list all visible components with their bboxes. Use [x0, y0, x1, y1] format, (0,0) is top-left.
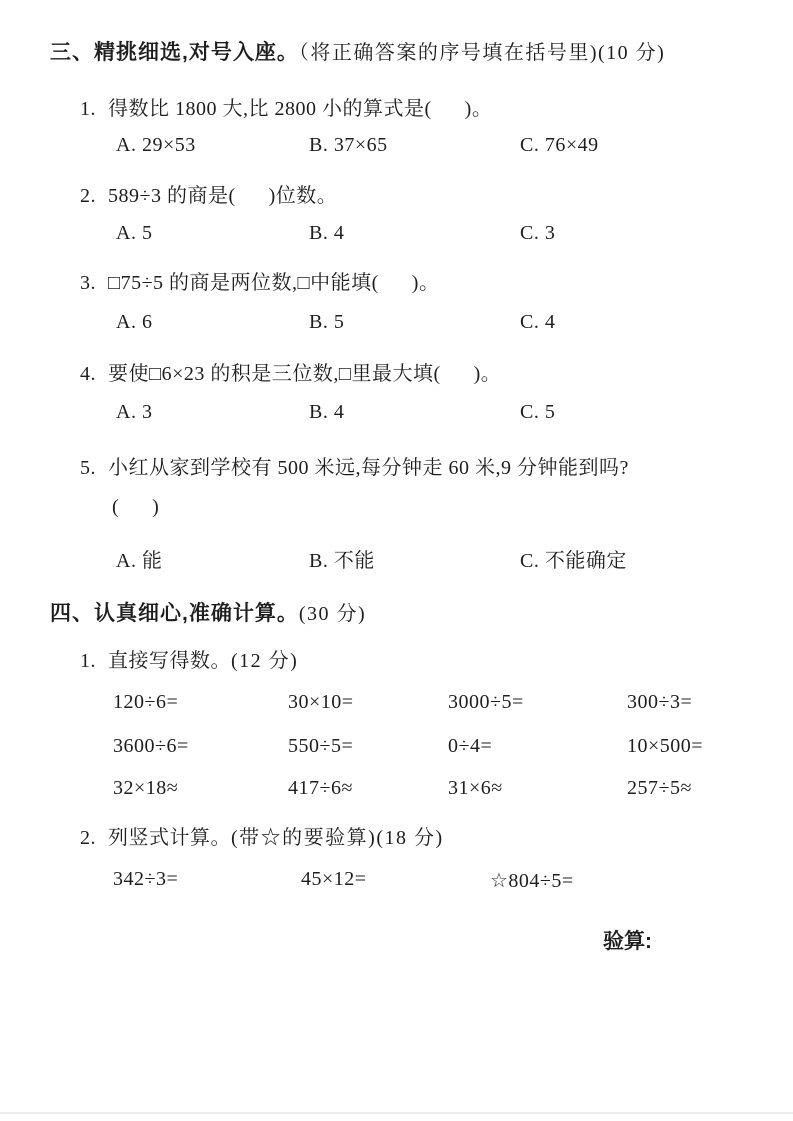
oral-calc-item: 417÷6≈ [288, 777, 353, 799]
question-1-text: 得数比 1800 大,比 2800 小的算式是( )。 [108, 98, 493, 120]
check-label [603, 925, 652, 955]
vertical-eq-item-starred: ☆804÷5= [490, 870, 574, 892]
question-3-text: □75÷5 的商是两位数,□中能填( )。 [108, 272, 440, 294]
oral-calc-item: 0÷4= [448, 735, 493, 757]
question-3-number: 3. [80, 272, 96, 294]
question-4-text: 要使□6×23 的积是三位数,□里最大填( )。 [108, 363, 502, 385]
question-4-option-a: A. 3 [116, 401, 153, 423]
sub1-number: 1. [80, 650, 96, 672]
sub1-label: 直接写得数。 [108, 650, 231, 672]
question-5-text: 小红从家到学校有 500 米远,每分钟走 60 米,9 分钟能到吗? [108, 457, 629, 479]
question-2-option-b: B. 4 [309, 222, 345, 244]
question-4-option-c: C. 5 [520, 401, 556, 423]
section4-heading [50, 597, 366, 627]
sub2-score: (18 分) [376, 827, 444, 849]
question-4-number: 4. [80, 363, 96, 385]
question-1-option-c: C. 76×49 [520, 134, 599, 156]
section3-heading [50, 36, 665, 66]
section3-instruction: （将正确答案的序号填在括号里) [298, 42, 599, 64]
question-2-option-a: A. 5 [116, 222, 153, 244]
question-5-answer-blank [112, 496, 159, 519]
check-label-text: 验算: [603, 930, 652, 953]
sub1-score: (12 分) [231, 650, 299, 672]
sub2-note: (带☆的要验算) [231, 827, 377, 849]
question-5-paren: ( ) [112, 496, 160, 518]
page-bottom-edge [0, 1112, 793, 1114]
section4-title: 四、认真细心,准确计算。 [50, 602, 299, 625]
question-1-number: 1. [80, 98, 96, 120]
question-4 [80, 357, 501, 386]
question-3-option-a: A. 6 [116, 311, 153, 333]
question-5-number: 5. [80, 457, 96, 479]
question-1 [80, 92, 492, 121]
question-5-option-c: C. 不能确定 [520, 550, 627, 572]
question-3 [80, 266, 439, 295]
question-2 [80, 179, 337, 208]
section4-sub2-heading [80, 821, 444, 850]
question-3-option-c: C. 4 [520, 311, 556, 333]
question-5-option-b: B. 不能 [309, 550, 375, 572]
sub2-number: 2. [80, 827, 96, 849]
oral-calc-item: 30×10= [288, 691, 354, 713]
oral-calc-item: 10×500= [627, 735, 704, 757]
question-3-option-b: B. 5 [309, 311, 345, 333]
vertical-eq-item: 45×12= [301, 868, 367, 890]
oral-calc-item: 3000÷5= [448, 691, 524, 713]
vertical-eq-item: 342÷3= [113, 868, 179, 890]
oral-calc-item: 257÷5≈ [627, 777, 692, 799]
question-5-option-a: A. 能 [116, 550, 163, 572]
section3-score: (10 分) [598, 42, 666, 64]
question-1-option-a: A. 29×53 [116, 134, 196, 156]
oral-calc-item: 32×18≈ [113, 777, 179, 799]
oral-calc-item: 31×6≈ [448, 777, 503, 799]
section3-title: 三、精挑细选,对号入座。 [50, 41, 299, 64]
section4-sub1-heading [80, 644, 298, 673]
question-1-option-b: B. 37×65 [309, 134, 388, 156]
question-2-text: 589÷3 的商是( )位数。 [108, 185, 338, 207]
section4-score: (30 分) [298, 603, 367, 625]
sub2-label: 列竖式计算。 [108, 827, 231, 849]
question-2-option-c: C. 3 [520, 222, 556, 244]
question-5 [80, 451, 629, 480]
question-4-option-b: B. 4 [309, 401, 345, 423]
oral-calc-item: 300÷3= [627, 691, 693, 713]
oral-calc-item: 3600÷6= [113, 735, 189, 757]
oral-calc-item: 550÷5= [288, 735, 354, 757]
question-2-number: 2. [80, 185, 96, 207]
oral-calc-item: 120÷6= [113, 691, 179, 713]
